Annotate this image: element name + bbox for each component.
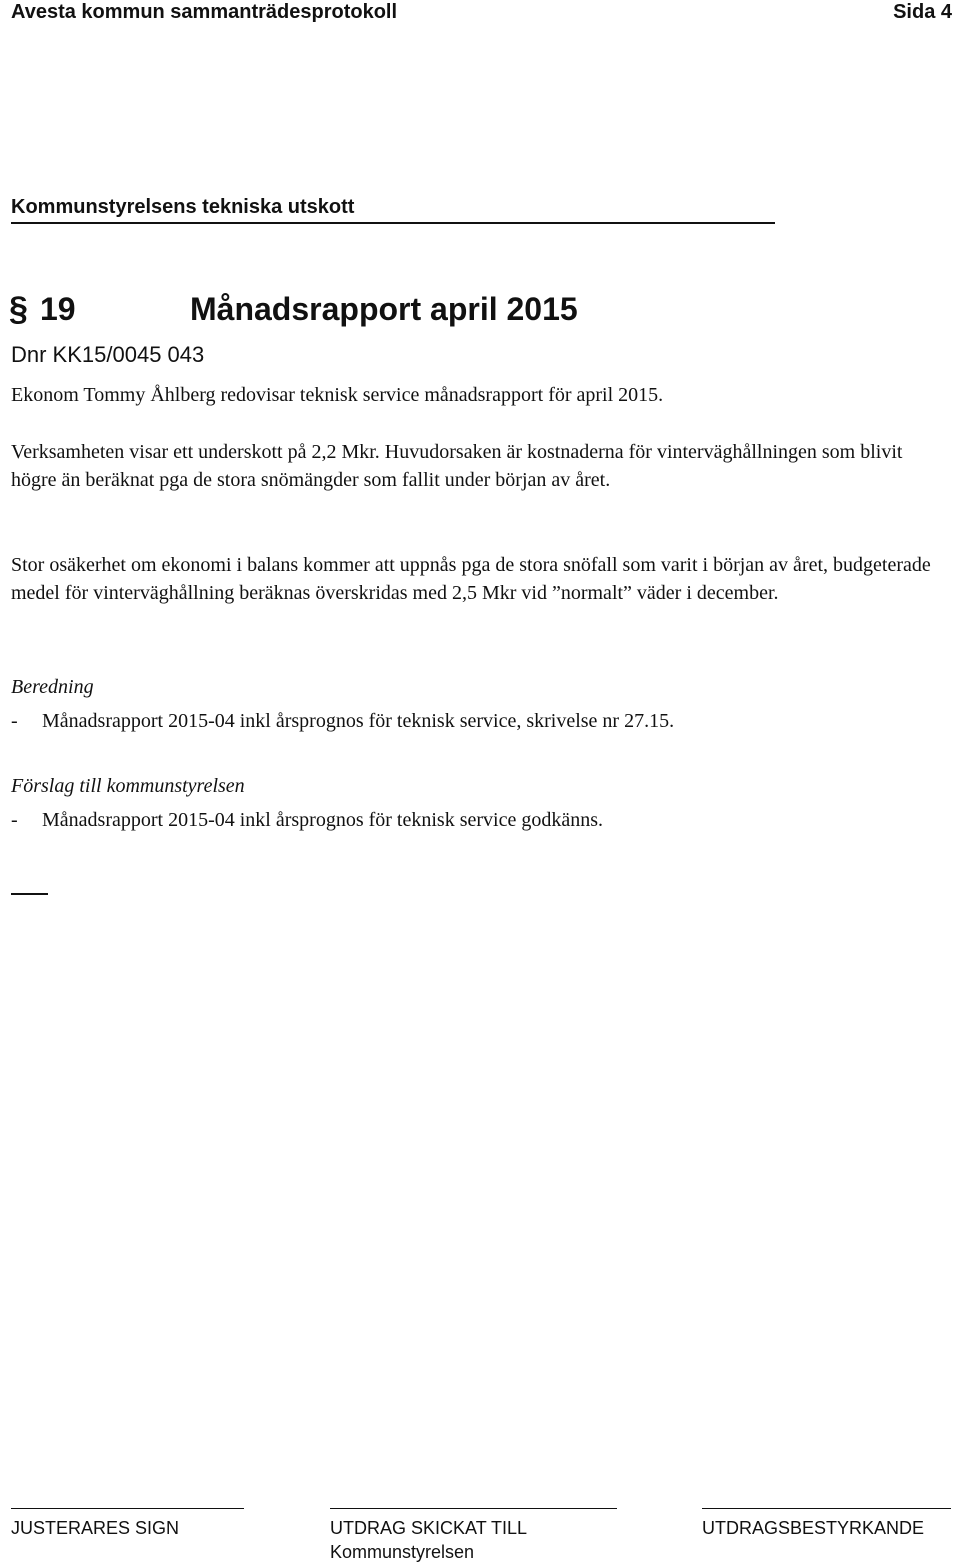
- footer-rule-justerares: [11, 1508, 244, 1509]
- committee-underline: [11, 222, 775, 224]
- footer-utdrag-recipient: Kommunstyrelsen: [330, 1542, 475, 1562]
- committee-name: Kommunstyrelsens tekniska utskott: [11, 196, 355, 218]
- protocol-header-title: Avesta kommun sammanträdesprotokoll: [11, 1, 398, 23]
- footer-rule-utdrag: [330, 1508, 617, 1509]
- forslag-item-text: Månadsrapport 2015-04 inkl årsprognos för teknisk service godkänns.: [42, 809, 603, 831]
- beredning-heading: Beredning: [11, 676, 94, 698]
- paragraph-uncertainty: Stor osäkerhet om ekonomi i balans kommer att uppnås pga de stora snöfall som varit i början av året, budgeterade medel för vinterväghållning beräknas överskridas med 2,5 Mkr vid ”normalt” väder i december.: [11, 554, 931, 604]
- footer-utdragsbestyrkande: UTDRAGSBESTYRKANDE: [702, 1518, 925, 1538]
- paragraph-deficit: Verksamheten visar ett underskott på 2,2 Mkr. Huvudorsaken är kostnaderna för vinterväghållningen som blivit högre än beräknat pga de stora snömängder som fallit under början av året.: [11, 441, 903, 491]
- forslag-item: [11, 806, 603, 834]
- footer-utdrag-skickat-till: UTDRAG SKICKAT TILL: [330, 1518, 528, 1538]
- section-number: 19: [40, 291, 76, 327]
- section-sign: §: [9, 290, 28, 328]
- list-dash: -: [11, 809, 18, 831]
- beredning-item-text: Månadsrapport 2015-04 inkl årsprognos för teknisk service, skrivelse nr 27.15.: [42, 710, 675, 732]
- list-dash: -: [11, 710, 18, 732]
- section-end-rule: [11, 893, 48, 895]
- paragraph-report-intro: Ekonom Tommy Åhlberg redovisar teknisk service månadsrapport för april 2015.: [11, 384, 664, 406]
- footer-justerares-sign: JUSTERARES SIGN: [11, 1518, 180, 1538]
- section-title: Månadsrapport april 2015: [190, 291, 578, 327]
- forslag-heading: Förslag till kommunstyrelsen: [11, 775, 245, 797]
- beredning-item: [11, 707, 674, 735]
- page-number: Sida 4: [893, 1, 952, 23]
- diary-number: Dnr KK15/0045 043: [11, 342, 205, 367]
- footer-rule-bestyrkande: [702, 1508, 951, 1509]
